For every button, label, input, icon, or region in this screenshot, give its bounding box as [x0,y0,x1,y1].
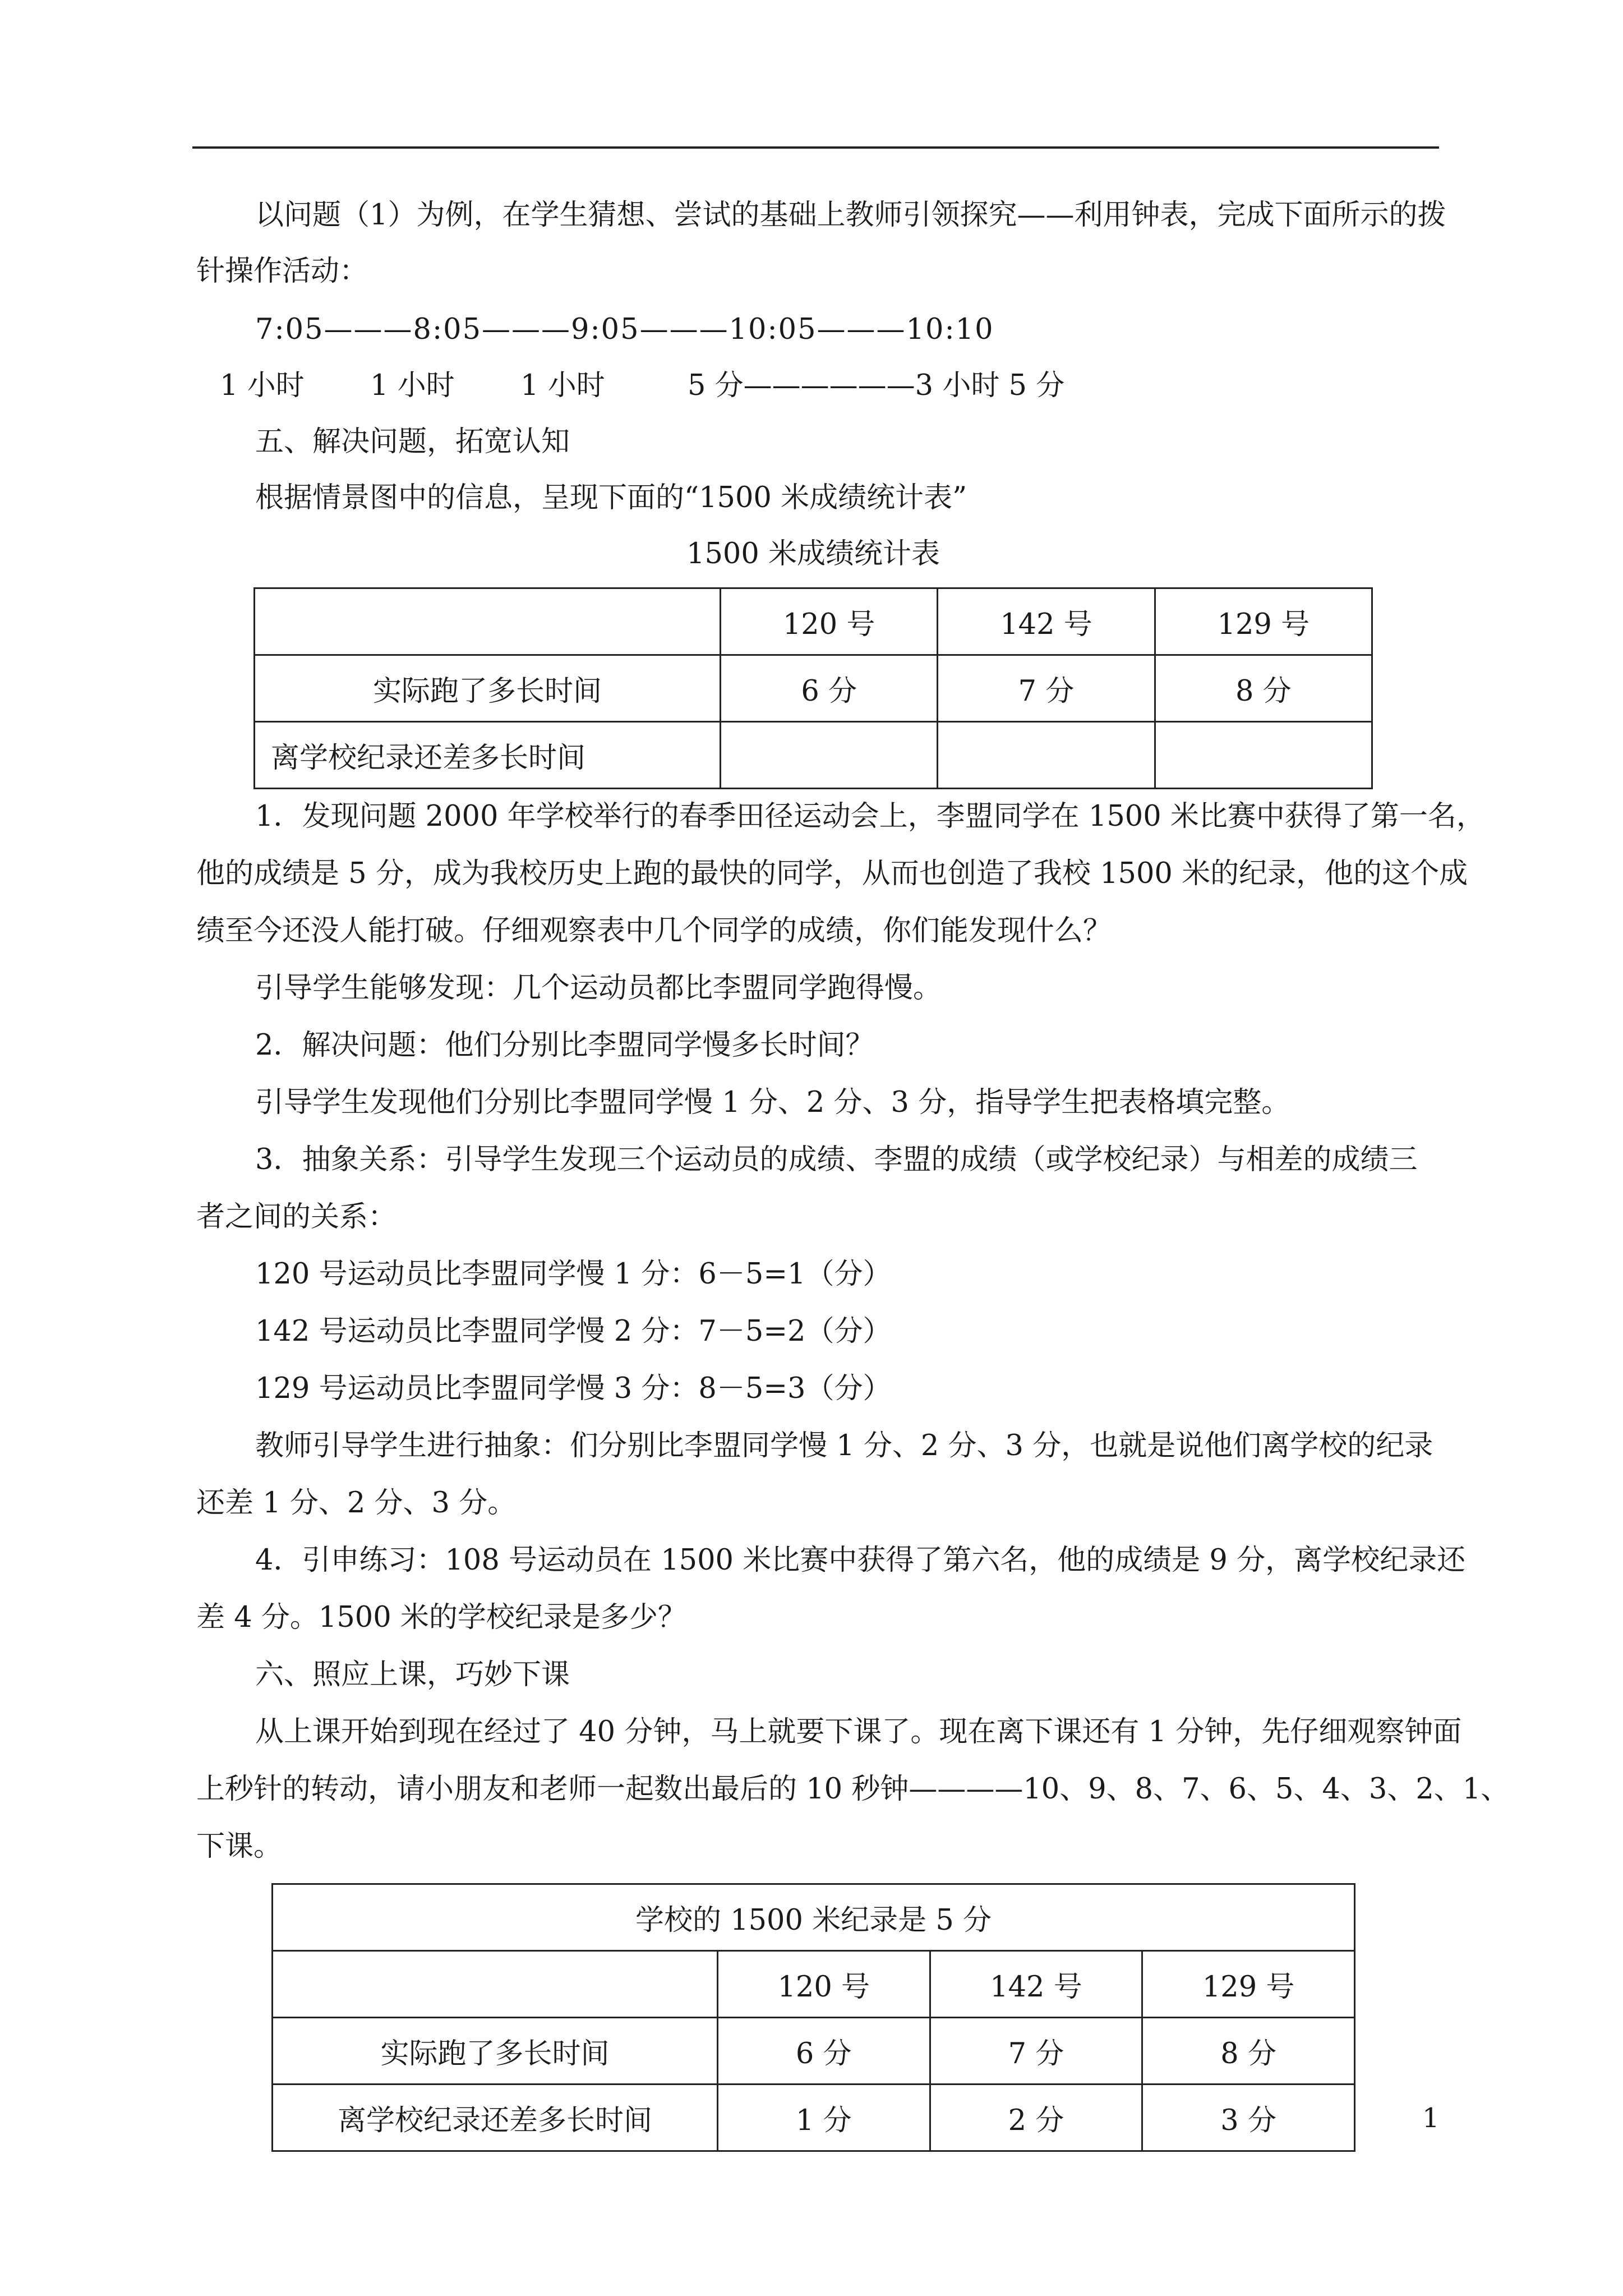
table-caption: 学校的 1500 米纪录是 5 分 [273,1884,1355,1951]
paragraph-line: 引导学生能够发现：几个运动员都比李盟同学跑得慢。 [255,972,942,1005]
table-cell [255,588,721,655]
table-header-cell: 120 号 [717,1951,930,2018]
table-cell: 1 分 [717,2085,930,2151]
table-row-label: 实际跑了多长时间 [273,2018,718,2085]
paragraph-line: 引导学生发现他们分别比李盟同学慢 1 分、2 分、3 分，指导学生把表格填完整。 [255,1086,1290,1119]
paragraph-line: 4．引申练习：108 号运动员在 1500 米比赛中获得了第六名，他的成绩是 9 分，离学校纪录还 [255,1544,1466,1577]
duration-1: 1 小时 [220,369,305,402]
table-header-cell: 129 号 [1142,1951,1355,2018]
table-cell: 6 分 [720,655,937,722]
table-header-cell: 129 号 [1155,588,1372,655]
duration-3: 1 小时 [520,369,605,402]
table-cell: 7 分 [938,655,1155,722]
paragraph-line: 绩至今还没人能打破。仔细观察表中几个同学的成绩，你们能发现什么？ [196,914,1112,947]
table-row-label: 离学校纪录还差多长时间 [273,2085,718,2151]
page-number: 1 [1422,2102,1440,2134]
paragraph-line: 针操作活动： [196,255,368,288]
duration-4: 5 分——————3 小时 5 分 [688,369,1065,402]
paragraph-line: 1．发现问题 2000 年学校举行的春季田径运动会上，李盟同学在 1500 米比赛中获得了第一名， [255,800,1485,833]
table-cell: 8 分 [1155,655,1372,722]
record-table [271,1883,1355,2152]
paragraph-line: 上秒针的转动，请小朋友和老师一起数出最后的 10 秒钟————10、9、8、7、6、5、4、3、2、1、 [196,1773,1510,1806]
duration-2: 1 小时 [370,369,455,402]
section-heading: 六、照应上课，巧妙下课 [255,1658,570,1691]
equation-line: 142 号运动员比李盟同学慢 2 分：7－5=2（分） [255,1315,892,1348]
table-cell [938,722,1155,789]
table-row [273,2018,1355,2085]
table-caption-row [273,1884,1355,1951]
paragraph-line: 他的成绩是 5 分，成为我校历史上跑的最快的同学，从而也创造了我校 1500 米的纪录，他的这个成 [196,857,1468,890]
table1-title: 1500 米成绩统计表 [686,537,940,570]
equation-line: 129 号运动员比李盟同学慢 3 分：8－5=3（分） [255,1372,892,1405]
table-cell: 6 分 [717,2018,930,2085]
table-row [273,2085,1355,2151]
table-header-cell: 142 号 [938,588,1155,655]
paragraph-line: 根据情景图中的信息，呈现下面的“1500 米成绩统计表” [255,481,967,514]
paragraph-line: 还差 1 分、2 分、3 分。 [196,1487,517,1520]
table-header-row [273,1951,1355,2018]
header-rule [192,146,1439,149]
paragraph-line: 差 4 分。1500 米的学校纪录是多少？ [196,1601,686,1634]
durations-row [220,358,1463,414]
table-cell: 3 分 [1142,2085,1355,2151]
table-header-cell: 120 号 [720,588,937,655]
table-cell [273,1951,718,2018]
table-row [255,655,1372,722]
table-cell: 8 分 [1142,2018,1355,2085]
paragraph-line: 以问题（1）为例，在学生猜想、尝试的基础上教师引领探究——利用钟表，完成下面所示的拨 [255,199,1446,232]
table-cell: 2 分 [930,2085,1142,2151]
table-row [255,722,1372,789]
section-heading: 五、解决问题，拓宽认知 [255,425,570,458]
table-header-cell: 142 号 [930,1951,1142,2018]
equation-line: 120 号运动员比李盟同学慢 1 分：6－5=1（分） [255,1258,892,1291]
table-cell: 7 分 [930,2018,1142,2085]
paragraph-line: 3．抽象关系：引导学生发现三个运动员的成绩、李盟的成绩（或学校纪录）与相差的成绩三 [255,1143,1418,1176]
paragraph-line: 教师引导学生进行抽象：们分别比李盟同学慢 1 分、2 分、3 分，也就是说他们离学校的纪录 [255,1429,1433,1462]
table-row-label: 实际跑了多长时间 [255,655,721,722]
paragraph-line: 者之间的关系： [196,1200,397,1234]
table-row-label: 离学校纪录还差多长时间 [255,722,721,789]
table-header-row [255,588,1372,655]
paragraph-line: 下课。 [196,1830,283,1863]
score-table [253,587,1373,789]
paragraph-line: 从上课开始到现在经过了 40 分钟，马上就要下课了。现在离下课还有 1 分钟，先仔细观察钟面 [255,1715,1462,1749]
table-cell [1155,722,1372,789]
table-cell [720,722,937,789]
paragraph-line: 2．解决问题：他们分别比李盟同学慢多长时间？ [255,1029,874,1062]
clock-times: 7:05———8:05———9:05———10:05———10:10 [255,313,994,346]
